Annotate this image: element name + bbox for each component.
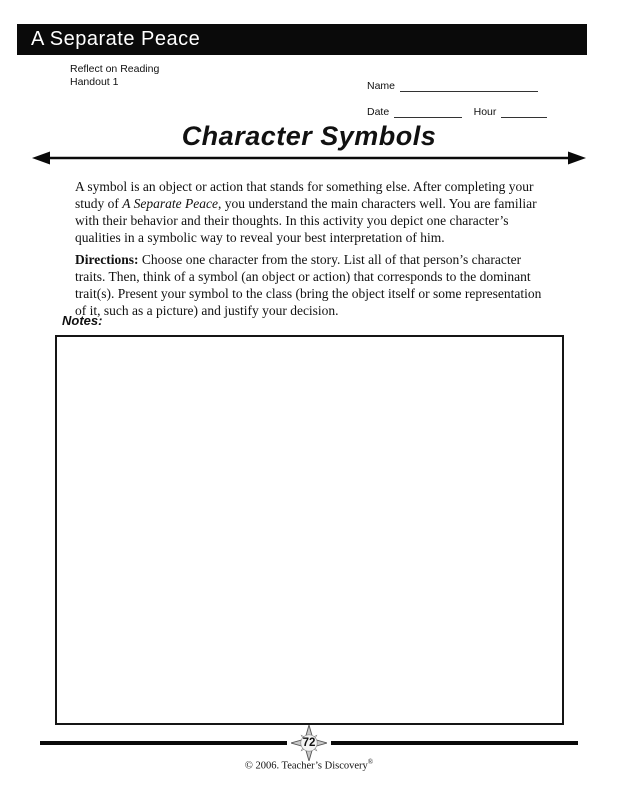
page-number: 72 [302,737,316,749]
name-label: Name [367,80,396,92]
date-label: Date [367,106,390,118]
date-hour-row [367,104,547,118]
directions-paragraph [75,251,547,319]
handout-info [70,63,159,89]
directions-text: Choose one character from the story. List all of that person’s character traits. Then, think of a symbol (an object or action) that corresponds to the dominant trait(s). Present your symbol to the class (bring the object itself or some representation of it, such as a picture) and justify your decision. [75,252,542,318]
notes-label: Notes: [62,313,103,328]
registered-mark: ® [367,758,374,766]
directions-label: Directions: [75,252,139,267]
title-banner [17,24,587,55]
page-title: Character Symbols [181,121,437,151]
handout-number-label: Handout 1 [70,76,119,88]
intro-paragraph [75,178,547,246]
banner-title: A Separate Peace [31,28,201,50]
date-blank-line [394,105,461,118]
name-row [367,78,547,92]
student-fillins [367,78,547,118]
double-arrow-divider [32,150,586,166]
notes-writing-area [55,335,564,725]
name-blank-line [400,79,538,92]
copyright-text: © 2006. Teacher’s Discovery [244,760,368,772]
hour-label: Hour [473,106,497,118]
book-title: A Separate Peace [122,196,218,211]
handout-series-label: Reflect on Reading [70,63,160,75]
hour-blank-line [501,105,547,118]
intro-text-1: A symbol is an object or action that stands for something else. After completing your study of [75,179,534,211]
copyright-line [0,758,618,772]
footer-rule-left [40,741,287,745]
intro-text-2: , you understand the main characters well. You are familiar with their behavior and their thoughts. In this activity you depict one character’s qualities in a symbolic way to reveal your best interpretation of him. [75,196,537,245]
footer-rule-right [331,741,578,745]
